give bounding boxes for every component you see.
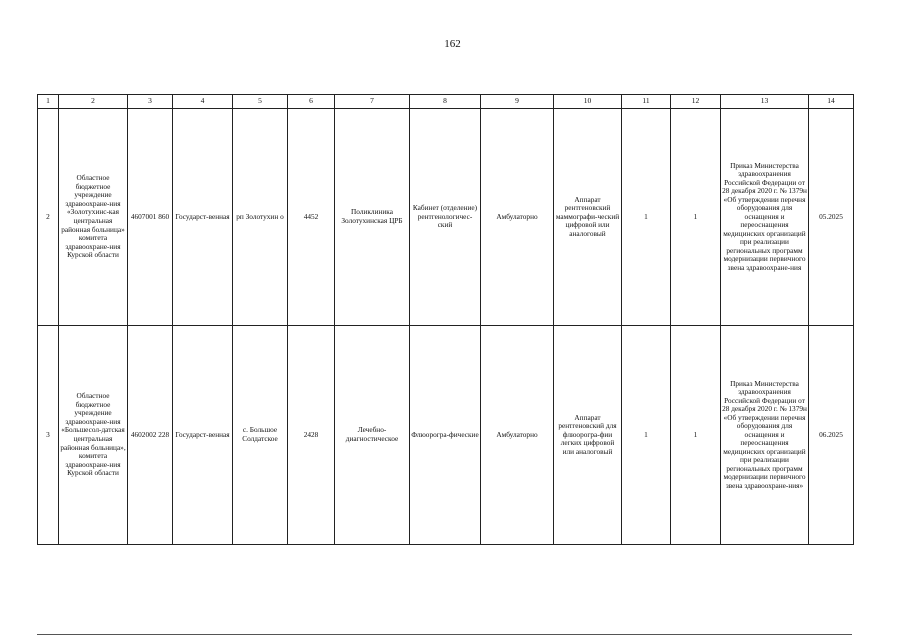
table-cell: Областное бюджетное учреждение здравоохране-ния «Золотухинс-кая центральная районная больница» комитета здравоохране-ния Курской области <box>59 109 128 326</box>
table-cell: 1 <box>622 109 671 326</box>
column-header: 8 <box>410 95 481 109</box>
column-header: 1 <box>38 95 59 109</box>
column-header: 10 <box>554 95 622 109</box>
column-header: 4 <box>173 95 233 109</box>
table-cell: 2428 <box>288 326 335 545</box>
table-row <box>38 109 854 326</box>
table-cell: Государст-венная <box>173 326 233 545</box>
equipment-table <box>37 94 854 545</box>
table-cell: рп Золотухин о <box>233 109 288 326</box>
table-cell: Амбулаторно <box>481 109 554 326</box>
column-header: 3 <box>128 95 173 109</box>
table-cell: 1 <box>671 109 721 326</box>
table-cell: Лечебно-диагностическое <box>335 326 410 545</box>
table-cell: 1 <box>671 326 721 545</box>
column-header: 12 <box>671 95 721 109</box>
column-header: 2 <box>59 95 128 109</box>
table-cell: 05.2025 <box>809 109 854 326</box>
column-header: 7 <box>335 95 410 109</box>
column-header: 13 <box>721 95 809 109</box>
table-cell: 4602002 228 <box>128 326 173 545</box>
table-cell: Поликлиника Золотухинская ЦРБ <box>335 109 410 326</box>
table-cell: Приказ Министерства здравоохранения Российской Федерации от 28 декабря 2020 г. № 1379н «Об утверждении перечня оборудования для оснащения и переоснащения медицинских организаций при реализации региональных программ модернизации первичного звена здравоохране-ния» <box>721 326 809 545</box>
table-row <box>38 326 854 545</box>
table-cell: 3 <box>38 326 59 545</box>
table-cell: Кабинет (отделение) рентгенологичес-ский <box>410 109 481 326</box>
table-cell: Аппарат рентгеновский маммографи-ческий цифровой или аналоговый <box>554 109 622 326</box>
column-header: 5 <box>233 95 288 109</box>
table-cell: 4452 <box>288 109 335 326</box>
table-cell: 06.2025 <box>809 326 854 545</box>
page-bottom-rule <box>37 634 852 635</box>
table-cell: Аппарат рентгеновский для флюорогра-фии легких цифровой или аналоговый <box>554 326 622 545</box>
table-cell: Государст-венная <box>173 109 233 326</box>
table-cell: с. Большое Солдатское <box>233 326 288 545</box>
column-header: 6 <box>288 95 335 109</box>
table-cell: 1 <box>622 326 671 545</box>
table-cell: Приказ Министерства здравоохранения Российской Федерации от 28 декабря 2020 г. № 1379н «Об утверждении перечня оборудования для оснащения и переоснащения медицинских организаций при реализации региональных программ модернизации первичного звена здравоохране-ния <box>721 109 809 326</box>
table-cell: 4607001 860 <box>128 109 173 326</box>
table-cell: 2 <box>38 109 59 326</box>
column-header: 9 <box>481 95 554 109</box>
table-cell: Областное бюджетное учреждение здравоохране-ния «Большесол-датская центральная районная больница», комитета здравоохране-ния Курской области <box>59 326 128 545</box>
header-row <box>38 95 854 109</box>
table-cell: Амбулаторно <box>481 326 554 545</box>
column-header: 14 <box>809 95 854 109</box>
column-header: 11 <box>622 95 671 109</box>
table-cell: Флюорогра-фические <box>410 326 481 545</box>
page-number: 162 <box>444 38 461 50</box>
